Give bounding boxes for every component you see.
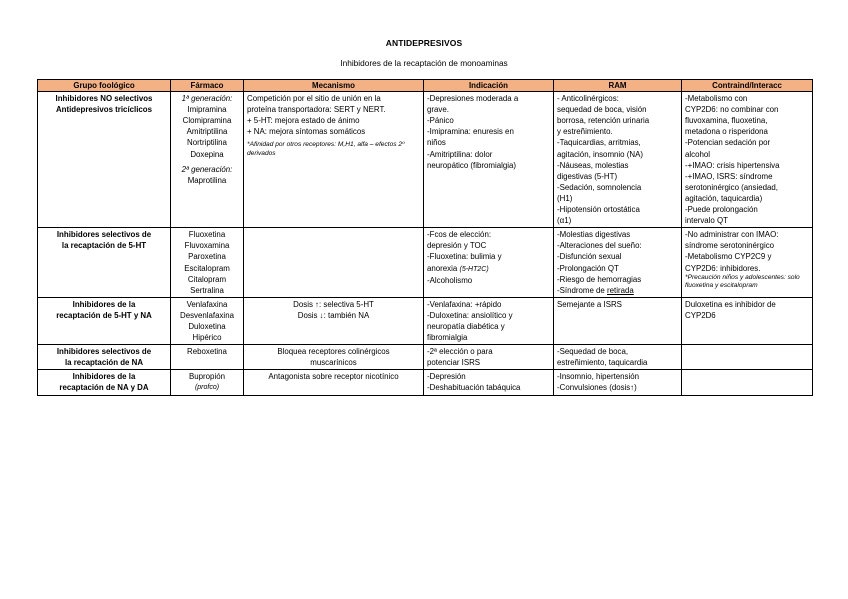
contraind-line: -Potencian sedación por	[685, 138, 771, 148]
indication-line: -Depresión	[427, 372, 466, 382]
indication-line	[427, 263, 550, 275]
contraind-line: CYP2D6	[685, 310, 716, 320]
header-indicacion: Indicación	[424, 80, 554, 92]
ram-line: agitación, insomnio (NA)	[557, 149, 643, 159]
row-group	[38, 370, 171, 395]
table-row	[38, 92, 813, 228]
ram-line: (α1)	[557, 216, 572, 226]
row-mechanism	[244, 297, 424, 344]
ram-withdrawal-prefix: -Síndrome de	[557, 285, 605, 295]
drug-name: Reboxetina	[187, 347, 227, 357]
ram-line: -Riesgo de hemorragias	[557, 274, 642, 284]
header-mecanismo: Mecanismo	[244, 80, 424, 92]
contraind-line: -Metabolismo con	[685, 94, 748, 104]
indication-receptor: (5-HT2C)	[459, 265, 489, 273]
row-indication	[424, 92, 554, 228]
drug-name: Imipramina	[187, 105, 227, 115]
indication-line: -Venlafaxina: +rápido	[427, 299, 502, 309]
contraind-line: Duloxetina es inhibidor de	[685, 299, 776, 309]
indication-line: -Duloxetina: ansiolítico y	[427, 310, 513, 320]
row-contraind	[682, 345, 813, 370]
table-row	[38, 228, 813, 298]
indication-line: -Depresiones moderada a	[427, 94, 519, 104]
ram-line	[557, 285, 678, 296]
generation-label: 1ª generación:	[181, 94, 233, 104]
indication-line: grave.	[427, 105, 449, 115]
ram-line: -Sequedad de boca,	[557, 347, 629, 357]
row-indication	[424, 228, 554, 298]
row-mechanism	[244, 345, 424, 370]
row-indication	[424, 370, 554, 395]
ram-line: -Molestias digestivas	[557, 230, 631, 240]
ram-line: -Náuseas, molestias	[557, 160, 629, 170]
ram-line: -Alteraciones del sueño:	[557, 241, 642, 251]
ram-line: -Insomnio, hipertensión	[557, 372, 640, 382]
ram-line: Semejante a ISRS	[557, 299, 622, 309]
contraind-line: metadona o risperidona	[685, 127, 768, 137]
mechanism-line: proteína transportadora: SERT y NERT.	[247, 105, 386, 115]
group-line: recaptación de 5-HT y NA	[56, 310, 152, 320]
row-drugs	[171, 297, 244, 344]
contraind-line: -+IMAO, ISRS: síndrome	[685, 171, 773, 181]
drug-name: Escitalopram	[184, 263, 230, 273]
row-group	[38, 297, 171, 344]
mechanism-line: Competición por el sitio de unión en la	[247, 94, 381, 104]
contraind-line: -No administrar con IMAO:	[685, 230, 779, 240]
row-group	[38, 345, 171, 370]
drug-name: Venlafaxina	[186, 299, 228, 309]
indication-line: -Deshabituación tabáquica	[427, 383, 521, 393]
contraind-line: fluvoxamina, fluoxetina,	[685, 116, 768, 126]
group-line: recaptación de NA y DA	[59, 383, 149, 393]
row-group	[38, 228, 171, 298]
drug-name: Sertralina	[190, 285, 224, 295]
drug-name: Amitriptilina	[186, 127, 228, 137]
ram-line: (H1)	[557, 193, 573, 203]
header-ram: RAM	[554, 80, 682, 92]
group-line: Inhibidores NO selectivos	[55, 94, 153, 104]
ram-line: -Taquicardias, arritmias,	[557, 138, 641, 148]
indication-line: -Fcos de elección:	[427, 230, 492, 240]
contraind-line: intervalo QT	[685, 216, 728, 226]
contraind-line: alcohol	[685, 149, 711, 159]
drug-name: Desvenlafaxina	[180, 310, 234, 320]
page-subtitle: Inhibidores de la recaptación de monoaminas	[340, 58, 508, 68]
indication-line: fibromialgia	[427, 333, 468, 343]
indication-line: -Amitriptilina: dolor	[427, 149, 493, 159]
indication-line: -Fluoxetina: bulimia y	[427, 252, 502, 262]
mechanism-line: Antagonista sobre receptor nicotínico	[268, 372, 399, 382]
drug-name: Doxepina	[190, 149, 224, 159]
ram-line: y estreñimiento.	[557, 127, 613, 137]
antidepressant-table	[37, 79, 813, 396]
drug-name: Nortriptilina	[187, 138, 227, 148]
group-line: Inhibidores selectivos de	[56, 230, 152, 240]
page-title: ANTIDEPRESIVOS	[385, 38, 463, 48]
ram-line: estreñimiento, taquicardia	[557, 358, 648, 368]
row-ram	[554, 297, 682, 344]
indication-line: neuropático (fibromialgia)	[427, 160, 517, 170]
mechanism-note: *Afinidad por otros receptores: M,H1, alfa – efectos 2º derivados	[247, 141, 405, 158]
row-ram	[554, 345, 682, 370]
mechanism-line: muscarínicos	[310, 358, 357, 368]
indication-line: depresión y TOC	[427, 241, 487, 251]
row-mechanism	[244, 92, 424, 228]
ram-line: - Anticolinérgicos:	[557, 94, 619, 104]
row-indication	[424, 345, 554, 370]
row-drugs	[171, 228, 244, 298]
row-contraind	[682, 370, 813, 395]
row-ram	[554, 92, 682, 228]
row-group	[38, 92, 171, 228]
row-contraind	[682, 228, 813, 298]
group-line: Antidepresivos tricíclicos	[55, 105, 153, 115]
header-contraind: Contraind/Interacc	[682, 80, 813, 92]
header-farmaco: Fármaco	[171, 80, 244, 92]
ram-line: -Hipotensión ortostática	[557, 205, 640, 215]
ram-line: -Disfunción sexual	[557, 252, 622, 262]
contraind-line: síndrome serotoninérgico	[685, 241, 775, 251]
table-row	[38, 345, 813, 370]
contraind-line: agitación, taquicardia)	[685, 193, 763, 203]
row-drugs	[171, 345, 244, 370]
mechanism-line: Bloquea receptores colinérgicos	[277, 347, 390, 357]
contraind-line: CYP2D6: no combinar con	[685, 105, 779, 115]
ram-line: digestivas (5-HT)	[557, 171, 618, 181]
row-contraind	[682, 92, 813, 228]
ram-line: -Sedación, somnolencia	[557, 182, 642, 192]
ram-line: -Convulsiones (dosis↑)	[557, 383, 637, 393]
drug-name: Citalopram	[187, 274, 227, 284]
row-contraind	[682, 297, 813, 344]
row-mechanism	[244, 370, 424, 395]
group-line: Inhibidores de la	[72, 372, 136, 382]
table-header-row	[38, 80, 813, 92]
indication-line: -Alcoholismo	[427, 275, 473, 285]
drug-name: Paroxetina	[188, 252, 226, 262]
contraind-line: -Puede prolongación	[685, 205, 758, 215]
table-row	[38, 370, 813, 395]
indication-line: potenciar ISRS	[427, 358, 481, 368]
contraind-line: -Metabolismo CYP2C9 y	[685, 252, 772, 262]
contraind-line: CYP2D6: inhibidores.	[685, 263, 761, 273]
row-drugs	[171, 370, 244, 395]
drug-note: (profco)	[194, 384, 220, 392]
contraind-note: *Precaución niños y adolescentes: solo fluoxetina y escitalopram	[685, 273, 800, 290]
indication-line: -Imipramina: enuresis en	[427, 127, 514, 137]
drug-name: Bupropión	[189, 372, 225, 382]
mechanism-line: + 5-HT: mejora estado de ánimo	[247, 116, 360, 126]
row-ram	[554, 370, 682, 395]
mechanism-line: Dosis ↑: selectiva 5-HT	[293, 299, 374, 309]
indication-anorexia: anorexia	[427, 263, 458, 273]
row-mechanism	[244, 228, 424, 298]
row-indication	[424, 297, 554, 344]
row-ram	[554, 228, 682, 298]
mechanism-line: + NA: mejora síntomas somáticos	[247, 127, 366, 137]
generation-label: 2ª generación:	[181, 164, 233, 174]
drug-name: Clomipramina	[182, 116, 232, 126]
ram-line: borrosa, retención urinaria	[557, 116, 650, 126]
indication-line: neuropatía diabética y	[427, 321, 505, 331]
group-line: Inhibidores selectivos de	[56, 347, 152, 357]
group-line: Inhibidores de la	[72, 299, 136, 309]
mechanism-line: Dosis ↓: también NA	[297, 310, 370, 320]
contraind-line: -+IMAO: crisis hipertensiva	[685, 160, 780, 170]
drug-name: Duloxetina	[188, 321, 226, 331]
indication-line: niños	[427, 138, 446, 148]
drug-name: Maprotilina	[187, 175, 227, 185]
indication-line: -2ª elección o para	[427, 347, 493, 357]
group-line: la recaptación de 5-HT	[61, 241, 147, 251]
table-row	[38, 297, 813, 344]
drug-name: Hipérico	[192, 333, 222, 343]
ram-withdrawal-word: retirada	[607, 285, 634, 295]
contraind-line: serotoninérgico (ansiedad,	[685, 182, 778, 192]
ram-line: sequedad de boca, visión	[557, 105, 647, 115]
drug-name: Fluoxetina	[188, 230, 226, 240]
row-drugs	[171, 92, 244, 228]
drug-name: Fluvoxamina	[184, 241, 230, 251]
indication-line: -Pánico	[427, 116, 454, 126]
header-grupo: Grupo foológico	[38, 80, 171, 92]
ram-line: -Prolongación QT	[557, 263, 619, 273]
group-line: la recaptación de NA	[64, 358, 144, 368]
